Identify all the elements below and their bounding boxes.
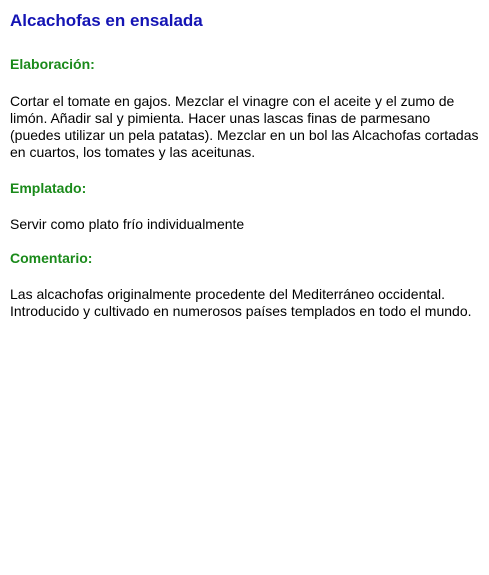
comentario-text: Las alcachofas originalmente procedente del Mediterráneo occidental. Introducido y cultivado en numerosos países templados en todo el mundo.	[10, 286, 472, 319]
emplatado-heading: Emplatado:	[10, 180, 87, 196]
emplatado-text: Servir como plato frío individualmente	[10, 216, 245, 232]
elaboracion-heading: Elaboración:	[10, 56, 95, 72]
recipe-title: Alcachofas en ensalada	[10, 11, 203, 30]
elaboracion-text: Cortar el tomate en gajos. Mezclar el vinagre con el aceite y el zumo de limón. Añadir sal y pimienta. Hacer unas lascas finas de parmesano (puedes utilizar un pela patatas). Mezclar en un bol las Alcachofas cortadas en cuartos, los tomates y las aceitunas.	[10, 93, 479, 160]
comentario-heading: Comentario:	[10, 250, 93, 266]
